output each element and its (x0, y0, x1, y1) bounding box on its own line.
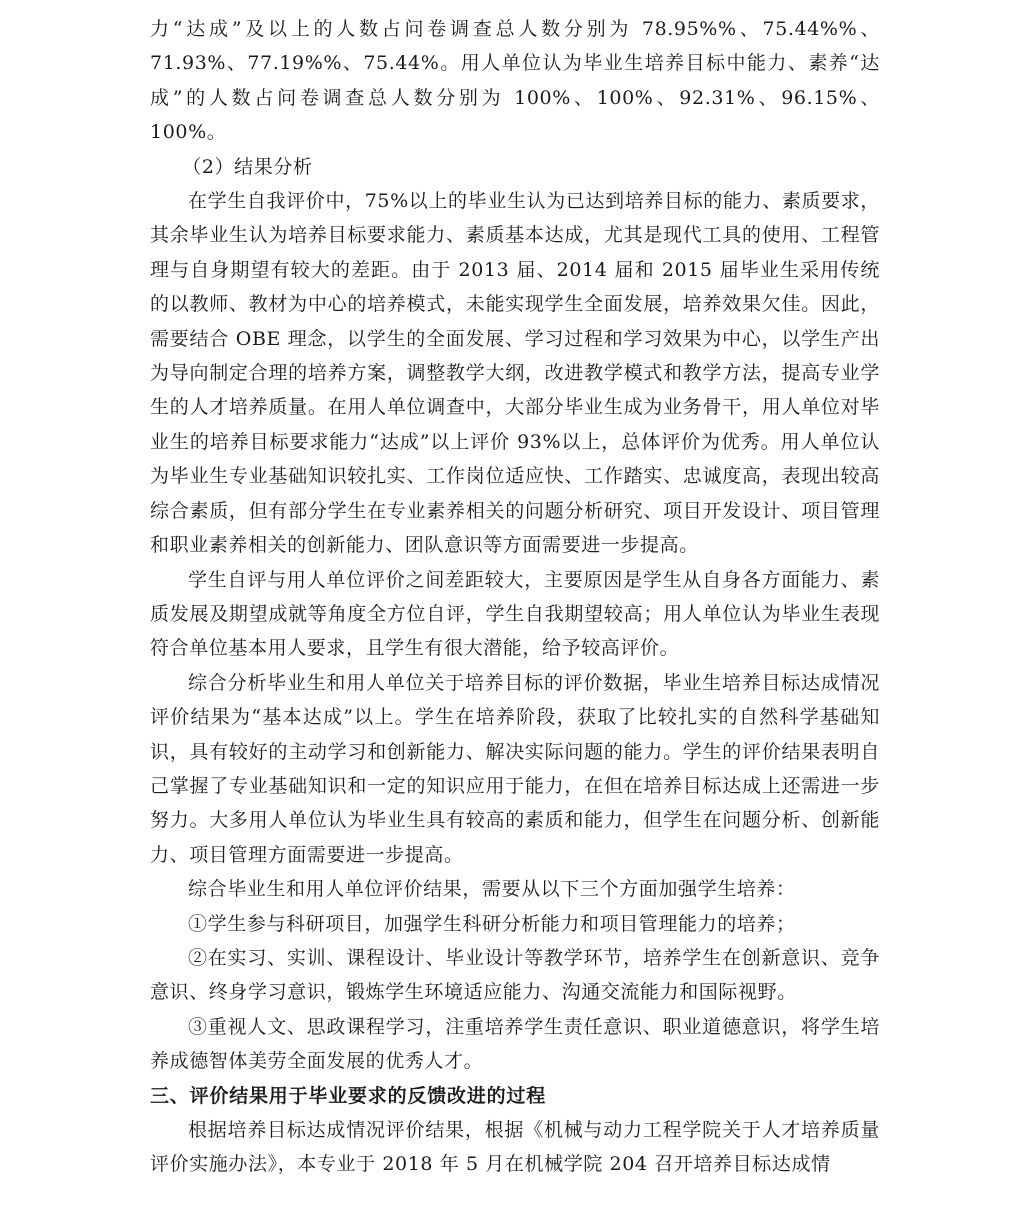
document-page (150, 12, 880, 1182)
paragraph-gap-analysis: 学生自评与用人单位评价之间差距较大，主要原因是学生从自身各方面能力、素质发展及期望成就等角度全方位自评，学生自我期望较高；用人单位认为毕业生表现符合单位基本用人要求，且学生有很大潜能，给予较高评价。 (150, 568, 880, 660)
list-item-2: ②在实习、实训、课程设计、毕业设计等教学环节，培养学生在创新意识、竞争意识、终身学习意识，锻炼学生环境适应能力、沟通交流能力和国际视野。 (150, 946, 880, 1004)
closing-paragraph: 根据培养目标达成情况评价结果，根据《机械与动力工程学院关于人才培养质量评价实施办法》，本专业于 2018 年 5 月在机械学院 204 召开培养目标达成情 (150, 1119, 880, 1176)
paragraph-comprehensive-analysis: 综合分析毕业生和用人单位关于培养目标的评价数据，毕业生培养目标达成情况评价结果为“基本达成”以上。学生在培养阶段，获取了比较扎实的自然科学基础知识，具有较好的主动学习和创新能力、解决实际问题的能力。学生的评价结果表明自己掌握了专业基础知识和一定的知识应用于能力，在但在培养目标达成上还需进一步努力。大多用人单位认为毕业生具有较高的素质和能力，但学生在问题分析、创新能力、项目管理方面需要进一步提高。 (150, 671, 880, 866)
lead-paragraph: 力“达成”及以上的人数占问卷调查总人数分别为 78.95%%、75.44%%、71.93%、77.19%%、75.44%。用人单位认为毕业生培养目标中能力、素养“达成”的人数占问卷调查总人数分别为 100%、100%、92.31%、96.15%、100%。 (150, 18, 880, 144)
paragraph-improvement-intro: 综合毕业生和用人单位评价结果，需要从以下三个方面加强学生培养： (188, 878, 796, 901)
subsection-title: （2）结果分析 (182, 155, 313, 178)
section-heading: 三、评价结果用于毕业要求的反馈改进的过程 (150, 1084, 547, 1107)
paragraph-self-evaluation: 在学生自我评价中，75%以上的毕业生认为已达到培养目标的能力、素质要求，其余毕业生认为培养目标要求能力、素质基本达成，尤其是现代工具的使用、工程管理与自身期望有较大的差距。由于 2013 届、2014 届和 2015 届毕业生采用传统的以教师、教材为中心的培养模式，未能实现学生全面发展，培养效果欠佳。因此，需要结合 OBE 理念，以学生的全面发展、学习过程和学习效果为中心，以学生产出为导向制定合理的培养方案，调整教学大纲，改进教学模式和教学方法，提高专业学生的人才培养质量。在用人单位调查中，大部分毕业生成为业务骨干，用人单位对毕业生的培养目标要求能力“达成”以上评价 93%以上，总体评价为优秀。用人单位认为毕业生专业基础知识较扎实、工作岗位适应快、工作踏实、忠诚度高，表现出较高综合素质，但有部分学生在专业素养相关的问题分析研究、项目开发设计、项目管理和职业素养相关的创新能力、团队意识等方面需要进一步提高。 (150, 190, 880, 557)
list-item-3: ③重视人文、思政课程学习，注重培养学生责任意识、职业道德意识，将学生培养成德智体美劳全面发展的优秀人才。 (150, 1015, 880, 1073)
list-item-1: ①学生参与科研项目，加强学生科研分析能力和项目管理能力的培养； (188, 912, 796, 935)
